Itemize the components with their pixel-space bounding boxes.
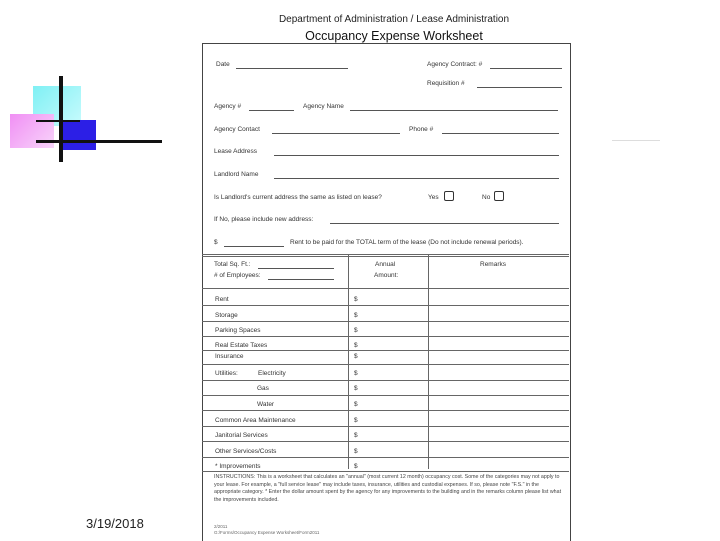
row-divider	[202, 364, 569, 365]
annual-header: Annual	[375, 261, 396, 268]
row-divider	[202, 350, 569, 351]
yes-label: Yes	[428, 194, 439, 201]
landlord-address-question: Is Landlord's current address the same as listed on lease?	[214, 194, 382, 201]
footer-date: 2/2011	[214, 524, 228, 529]
landlord-name-field[interactable]	[274, 178, 559, 179]
total-rent-dollar-sign: $	[214, 239, 218, 246]
row-label: Utilities:	[215, 370, 238, 377]
table-header-bottom	[202, 288, 569, 289]
row-divider	[202, 410, 569, 411]
row-label: Real Estate Taxes	[215, 342, 268, 349]
dollar-sign: $	[354, 432, 358, 439]
new-address-field[interactable]	[330, 223, 559, 224]
dollar-sign: $	[354, 312, 358, 319]
row-sub-label: Gas	[257, 385, 269, 392]
dollar-sign: $	[354, 463, 358, 470]
agency-number-label: Agency #	[214, 103, 242, 110]
agency-contact-field[interactable]	[272, 133, 400, 134]
no-checkbox[interactable]	[494, 191, 504, 201]
remarks-header: Remarks	[480, 261, 507, 268]
table-top-border	[202, 254, 569, 255]
row-divider	[202, 321, 569, 322]
date-label: Date	[216, 61, 230, 68]
dollar-sign: $	[354, 401, 358, 408]
dollar-sign: $	[354, 342, 358, 349]
lease-address-label: Lease Address	[214, 148, 258, 155]
total-sqft-field[interactable]	[258, 268, 334, 269]
employees-field[interactable]	[268, 279, 334, 280]
date-field[interactable]	[236, 68, 348, 69]
total-rent-description: Rent to be paid for the TOTAL term of the lease (Do not include renewal periods).	[290, 239, 524, 246]
new-address-label: If No, please include new address:	[214, 216, 314, 223]
agency-number-field[interactable]	[249, 110, 294, 111]
row-label: Janitorial Services	[215, 432, 268, 439]
agency-name-label: Agency Name	[303, 103, 344, 110]
row-label: Insurance	[215, 353, 244, 360]
yes-checkbox[interactable]	[444, 191, 454, 201]
row-label: Parking Spaces	[215, 327, 261, 334]
row-sub-label: Electricity	[258, 370, 286, 377]
amount-header: Amount:	[374, 272, 399, 279]
row-label: Other Services/Costs	[215, 448, 277, 455]
lease-address-field[interactable]	[274, 155, 559, 156]
agency-contact-label: Agency Contact	[214, 126, 260, 133]
agency-name-field[interactable]	[350, 110, 558, 111]
row-divider	[202, 380, 569, 381]
decor-vertical-line	[59, 76, 63, 162]
landlord-name-label: Landlord Name	[214, 171, 259, 178]
agency-contract-label: Agency Contract: #	[427, 61, 483, 68]
dollar-sign: $	[354, 353, 358, 360]
requisition-field[interactable]	[477, 87, 562, 88]
dollar-sign: $	[354, 370, 358, 377]
phone-label: Phone #	[409, 126, 434, 133]
row-label: * Improvements	[215, 463, 261, 470]
slide-date: 3/19/2018	[86, 516, 144, 531]
employees-label: # of Employees:	[214, 272, 261, 279]
requisition-label: Requisition #	[427, 80, 465, 87]
department-heading: Department of Administration / Lease Administration	[278, 14, 510, 25]
row-label: Storage	[215, 312, 238, 319]
decor-faint-line	[612, 140, 660, 141]
decor-horizontal-line	[36, 120, 80, 122]
decor-purple-square	[62, 120, 96, 150]
dollar-sign: $	[354, 448, 358, 455]
agency-contract-field[interactable]	[490, 68, 562, 69]
row-divider	[202, 305, 569, 306]
dollar-sign: $	[354, 417, 358, 424]
total-rent-field[interactable]	[224, 246, 284, 247]
row-divider	[202, 471, 569, 472]
dollar-sign: $	[354, 296, 358, 303]
footer-path: G:/Forms/Occupancy Expense Worksheet/Form2011	[214, 530, 320, 535]
row-divider	[202, 336, 569, 337]
no-label: No	[482, 194, 491, 201]
row-label: Rent	[215, 296, 229, 303]
row-divider	[202, 426, 569, 427]
decor-horizontal-line-long	[36, 140, 162, 143]
row-divider	[202, 457, 569, 458]
form-title: Occupancy Expense Worksheet	[305, 29, 483, 43]
row-divider	[202, 395, 569, 396]
phone-field[interactable]	[442, 133, 559, 134]
instructions-text: INSTRUCTIONS: This is a worksheet that calculates an "annual" (most current 12 month) occupancy cost. Some of the categories may not apply to your lease. For example, a "full service lease" may include taxes, insurance, utilities and custodial expenses. If so, please note "F.S." in the appropriate category. * Enter the dollar amount spent by the agency for any improvements to the building and in the remarks column please list what the improvements included.	[214, 474, 562, 503]
row-label: Common Area Maintenance	[215, 417, 296, 424]
row-sub-label: Water	[257, 401, 275, 408]
total-sqft-label: Total Sq. Ft.:	[214, 261, 251, 268]
row-divider	[202, 441, 569, 442]
table-top-border-double	[202, 256, 569, 257]
dollar-sign: $	[354, 385, 358, 392]
dollar-sign: $	[354, 327, 358, 334]
